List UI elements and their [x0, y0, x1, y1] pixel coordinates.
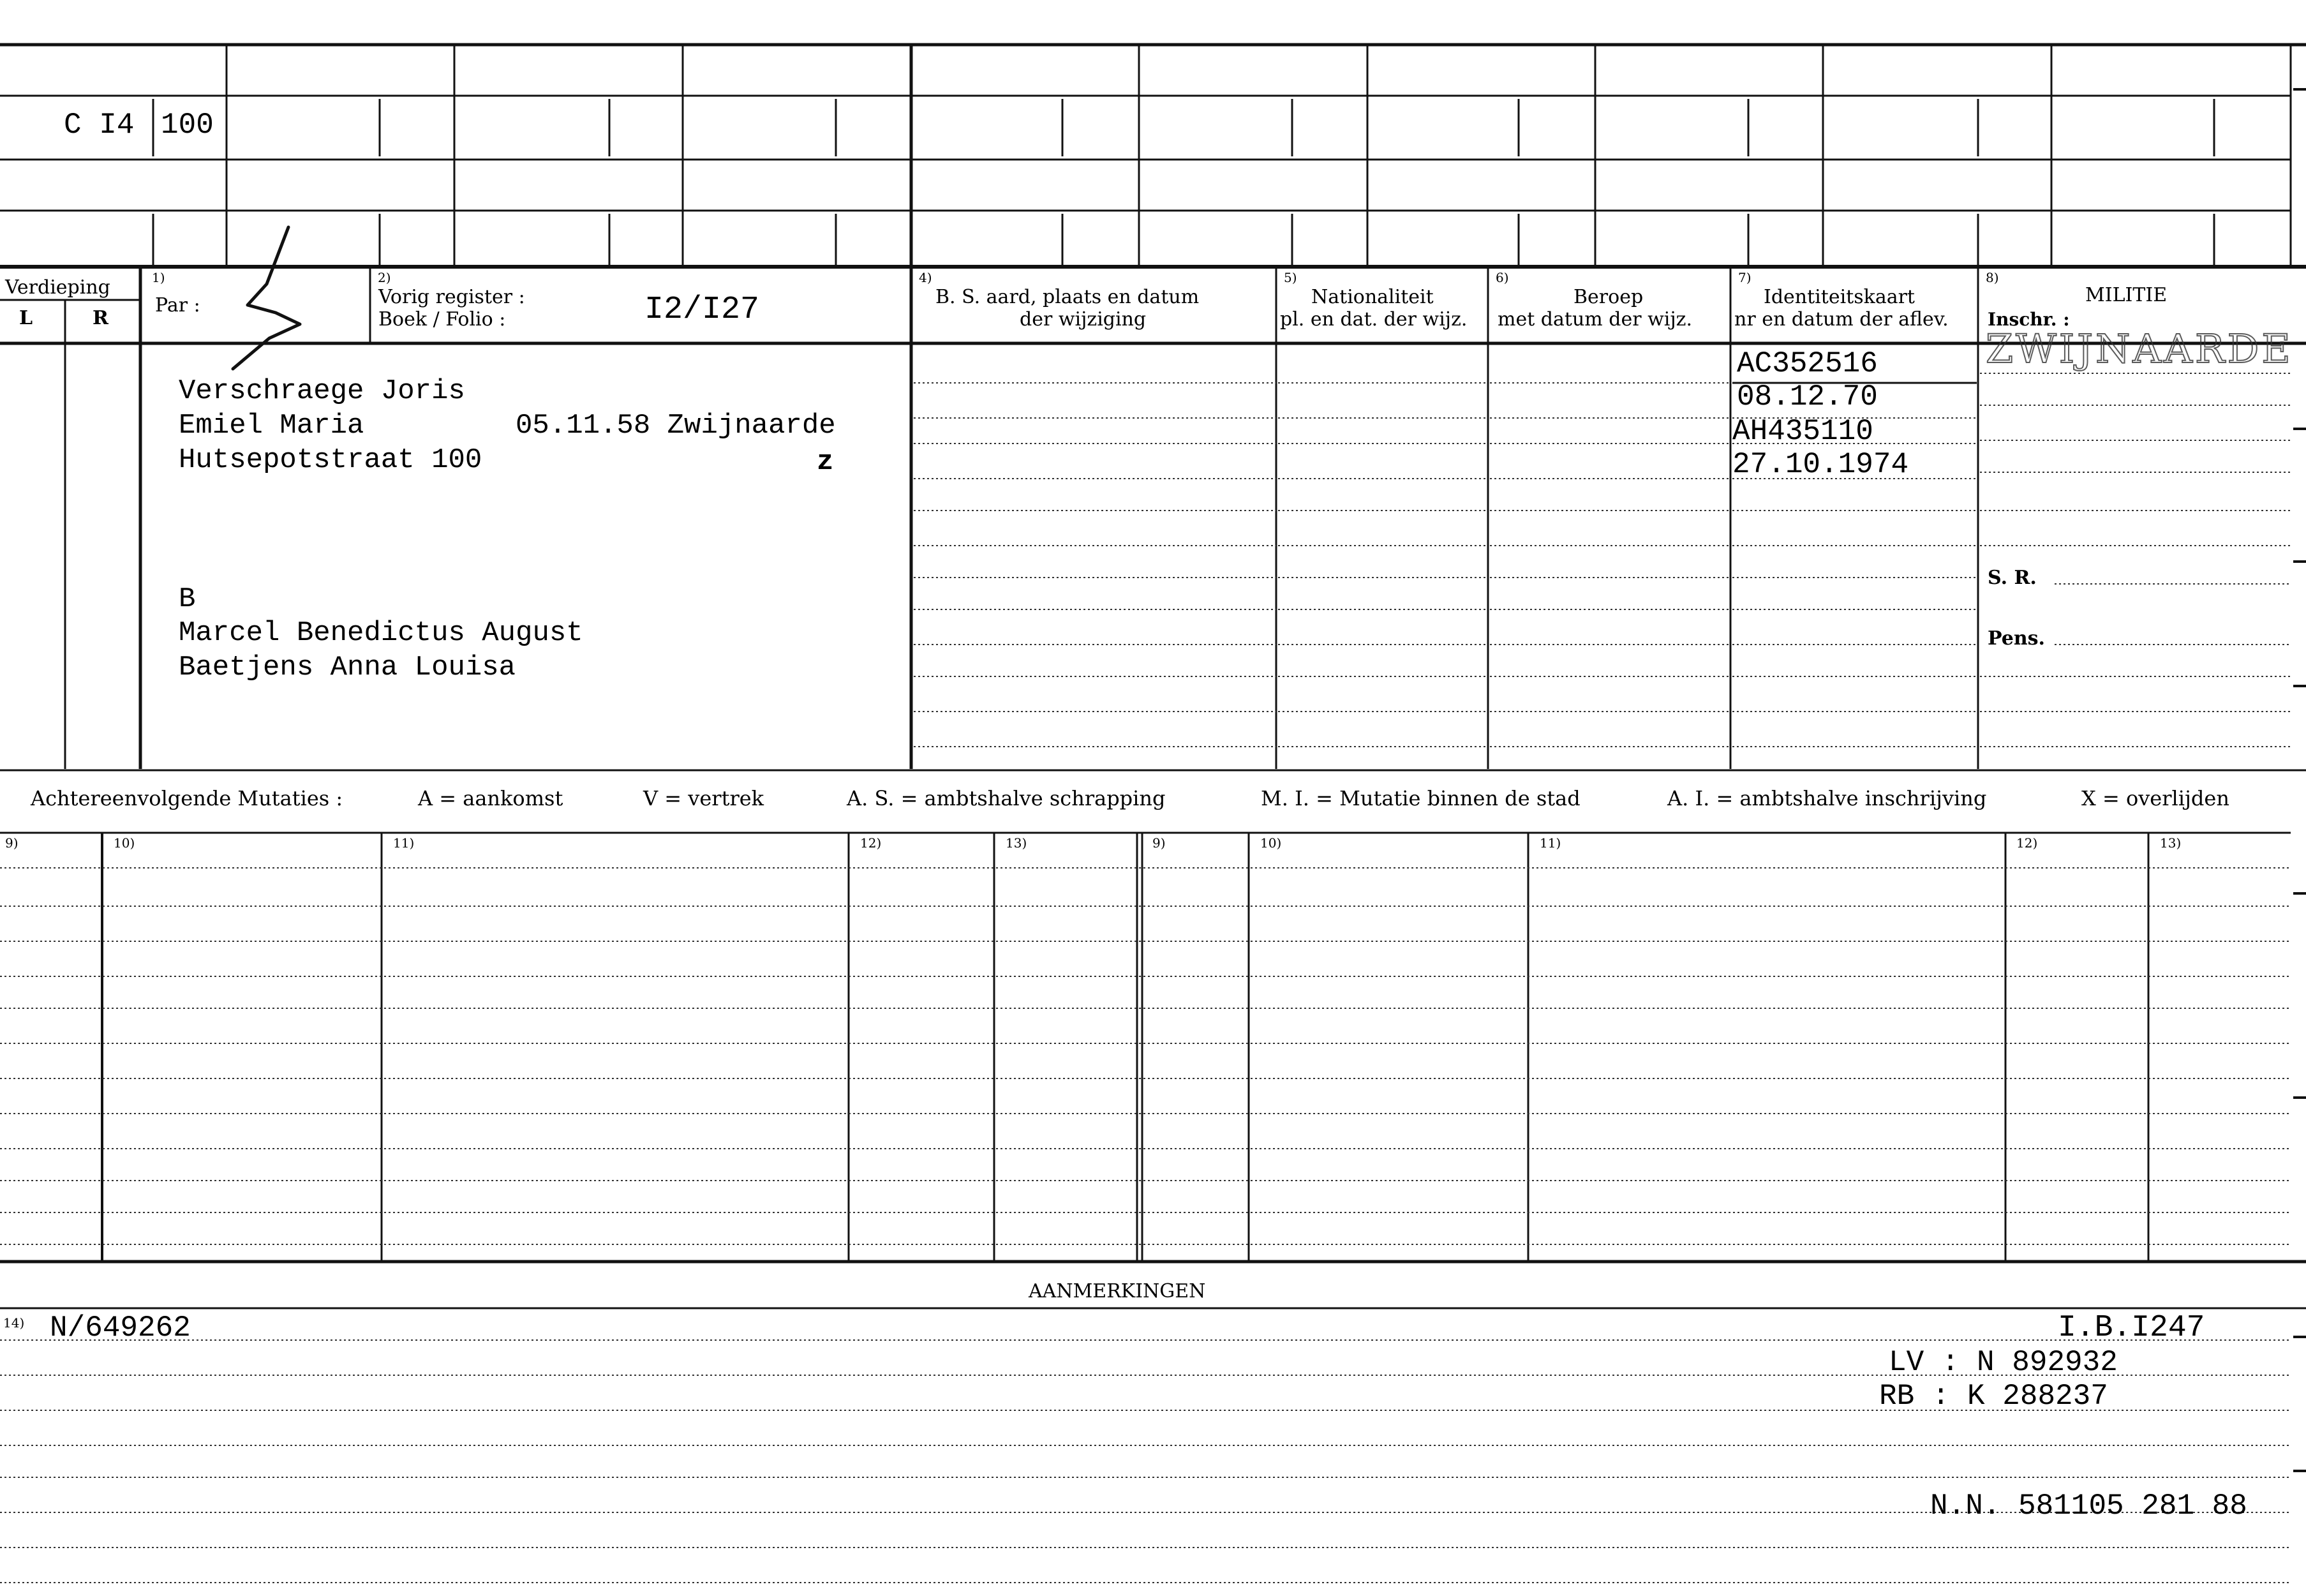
- col6-line2: met datum der wijz.: [1498, 308, 1692, 331]
- remarks-ib: I.B.I247: [2058, 1311, 2205, 1345]
- person-birth: 05.11.58 Zwijnaarde: [516, 410, 836, 442]
- col5-num: 5): [1284, 270, 1297, 285]
- mut-right-col10: 10): [1260, 835, 1282, 851]
- remarks-title: AANMERKINGEN: [1029, 1280, 1206, 1302]
- right-edge-ticks: [2293, 89, 2306, 1471]
- verdieping-right: R: [93, 307, 108, 329]
- sr-label: S. R.: [1988, 567, 2037, 589]
- legend-item-vertrek: V = vertrek: [643, 786, 764, 810]
- mut-left-col10: 10): [114, 835, 135, 851]
- person-middle-names: Emiel Maria: [179, 410, 364, 442]
- col7-line1: Identiteitskaart: [1764, 286, 1915, 308]
- legend-title: Achtereenvolgende Mutaties :: [31, 786, 343, 810]
- mut-right-col11: 11): [1540, 835, 1561, 851]
- remarks-num: 14): [3, 1315, 25, 1331]
- id-card-2-date: 27.10.1974: [1732, 448, 1909, 481]
- person-surname-firstname: Verschraege Joris: [179, 375, 465, 407]
- person-mark-z: z: [817, 446, 834, 478]
- mut-left-col11: 11): [393, 835, 415, 851]
- col1-num: 1): [152, 270, 165, 285]
- verdieping-left: L: [19, 307, 33, 329]
- remarks-rb: RB : K 288237: [1879, 1380, 2108, 1413]
- id-card-1: AC352516: [1737, 347, 1878, 380]
- zwijnaarde-stamp: ZWIJNAARDE: [1986, 325, 2293, 372]
- inschr-label: Inschr. :: [1988, 309, 2070, 330]
- col2-value: I2/I27: [644, 292, 760, 328]
- col4-line2: der wijziging: [1020, 308, 1147, 331]
- pens-label: Pens.: [1988, 627, 2045, 650]
- col2-num: 2): [378, 270, 391, 285]
- legend-item-schrapping: A. S. = ambtshalve schrapping: [847, 786, 1166, 810]
- col5-line2: pl. en dat. der wijz.: [1280, 308, 1468, 331]
- col2-line1: Vorig register :: [378, 286, 525, 308]
- body-dotted-lines: [914, 373, 2291, 747]
- remarks-lv: LV : N 892932: [1889, 1346, 2118, 1379]
- father-name: Marcel Benedictus August: [179, 617, 583, 649]
- verdieping-label: Verdieping: [5, 276, 110, 299]
- col6-line1: Beroep: [1573, 286, 1644, 308]
- legend-item-overlijden: X = overlijden: [2081, 786, 2229, 810]
- col7-line2: nr en datum der aflev.: [1734, 308, 1949, 331]
- mutations-dotted-lines: [0, 868, 2291, 1244]
- remarks-value: N/649262: [50, 1311, 191, 1345]
- mut-left-col9: 9): [5, 835, 19, 851]
- top-grid: [0, 45, 2306, 267]
- mut-left-col12: 12): [860, 835, 882, 851]
- person-address: Hutsepotstraat 100: [179, 444, 482, 476]
- mut-right-col9: 9): [1152, 835, 1166, 851]
- col7-num: 7): [1738, 270, 1752, 285]
- mutations-lines: [0, 833, 2306, 1262]
- remarks-nn: N.N. 581105 281 88: [1930, 1489, 2247, 1523]
- mut-right-col13: 13): [2160, 835, 2182, 851]
- mut-left-col13: 13): [1006, 835, 1027, 851]
- legend-item-mutatie: M. I. = Mutatie binnen de stad: [1261, 786, 1581, 810]
- id-card-2: AH435110: [1732, 415, 1873, 448]
- legend-item-inschrijving: A. I. = ambtshalve inschrijving: [1667, 786, 1987, 810]
- col4-line1: B. S. aard, plaats en datum: [935, 286, 1200, 308]
- legend-item-aankomst: A = aankomst: [418, 786, 563, 810]
- id-card-1-date: 08.12.70: [1737, 380, 1878, 414]
- ref-number: 100: [161, 108, 214, 142]
- col4-num: 4): [919, 270, 932, 285]
- col1-label: Par :: [155, 294, 200, 317]
- col6-num: 6): [1496, 270, 1509, 285]
- handwritten-mark: [233, 227, 300, 369]
- col2-line2: Boek / Folio :: [378, 308, 506, 331]
- parents-code: B: [179, 583, 196, 615]
- col5-line1: Nationaliteit: [1311, 286, 1434, 308]
- header-lines: [0, 268, 2306, 769]
- mother-name: Baetjens Anna Louisa: [179, 652, 516, 683]
- mut-right-col12: 12): [2016, 835, 2038, 851]
- militie-title: MILITIE: [2085, 284, 2168, 306]
- ref-code: C I4: [64, 108, 135, 142]
- col8-num: 8): [1986, 270, 1999, 285]
